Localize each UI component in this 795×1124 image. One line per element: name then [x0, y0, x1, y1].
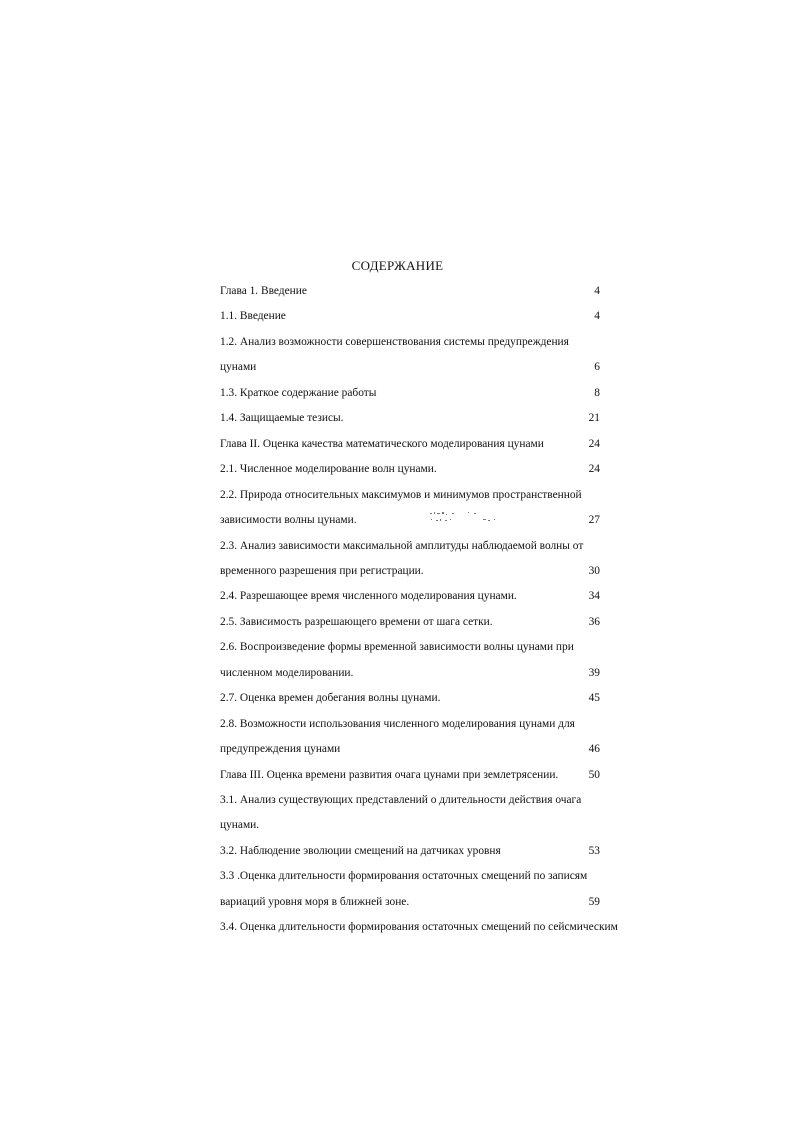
toc-entry-page-number: 46	[588, 743, 600, 755]
toc-entry-text: 1.2. Анализ возможности совершенствования системы предупреждения	[220, 336, 569, 348]
toc-entry-text: цунами	[220, 361, 257, 373]
toc-entry-page-number: 21	[588, 412, 600, 424]
toc-entry	[220, 766, 620, 784]
toc-entry-page-number: 24	[588, 438, 600, 450]
toc-entry	[220, 282, 620, 300]
toc-entry-text: 3.3 .Оценка длительности формирования остаточных смещений по записям	[220, 870, 588, 882]
toc-entry-text: 3.4. Оценка длительности формирования остаточных смещений по сейсмическим	[220, 921, 618, 933]
toc-entry-text: вариаций уровня моря в ближней зоне.	[220, 896, 410, 908]
toc-entry-text: 2.4. Разрешающее время численного моделирования цунами.	[220, 590, 517, 602]
toc-entry-text: 3.2. Наблюдение эволюции смещений на датчиках уровня	[220, 845, 501, 857]
toc-entry-text: временного разрешения при регистрации.	[220, 565, 424, 577]
toc-entry	[220, 307, 620, 325]
toc-entry	[220, 613, 620, 631]
toc-entry-page-number: 24	[588, 463, 600, 475]
toc-entry-page-number: 50	[588, 769, 600, 781]
toc-entry-text: 2.5. Зависимость разрешающего времени от шага сетки.	[220, 616, 493, 628]
toc-entry	[220, 333, 620, 351]
toc-entry	[220, 511, 620, 529]
toc-entry-text: Глава III. Оценка времени развития очага цунами при землетрясении.	[220, 769, 559, 781]
toc-entry	[220, 384, 620, 402]
toc-entry-page-number: 4	[594, 310, 600, 322]
toc-entry-text: 2.1. Численное моделирование волн цунами.	[220, 463, 437, 475]
toc-entry	[220, 689, 620, 707]
toc-entry-text: 2.6. Воспроизведение формы временной зависимости волны цунами при	[220, 641, 574, 653]
toc-entry	[220, 358, 620, 376]
toc-entry-text: 1.4. Защищаемые тезисы.	[220, 412, 344, 424]
toc-entry	[220, 893, 620, 911]
toc-entry-text: 2.8. Возможности использования численного моделирования цунами для	[220, 718, 575, 730]
toc-entry-page-number: 34	[588, 590, 600, 602]
toc-entry-text: численном моделировании.	[220, 667, 354, 679]
toc-entry	[220, 562, 620, 580]
toc-entry-text: цунами.	[220, 819, 260, 831]
toc-entry-text: зависимости волны цунами.	[220, 514, 357, 526]
toc-entry-page-number: 8	[594, 387, 600, 399]
toc-entry	[220, 664, 620, 682]
toc-entry-page-number: 4	[594, 285, 600, 297]
toc-entry	[220, 587, 620, 605]
toc-entry	[220, 816, 620, 834]
toc-entry-page-number: 36	[588, 616, 600, 628]
toc-entry	[220, 409, 620, 427]
toc-entry-text: 3.1. Анализ существующих представлений о длительности действия очага	[220, 794, 582, 806]
toc-entry-page-number: 30	[588, 565, 600, 577]
toc-entry	[220, 435, 620, 453]
toc-entry-page-number: 6	[594, 361, 600, 373]
toc-entry-page-number: 59	[588, 896, 600, 908]
toc-entry	[220, 740, 620, 758]
toc-entry-page-number: 53	[588, 845, 600, 857]
toc-entry-text: 2.7. Оценка времен добегания волны цунами.	[220, 692, 441, 704]
toc-entry	[220, 715, 620, 733]
toc-heading: СОДЕРЖАНИЕ	[351, 258, 444, 273]
toc-entry-page-number: 27	[588, 514, 600, 526]
toc-entry-text: 2.3. Анализ зависимости максимальной амплитуды наблюдаемой волны от	[220, 540, 584, 552]
toc-entry-text: Глава II. Оценка качества математического моделирования цунами	[220, 438, 544, 450]
toc-entry	[220, 791, 620, 809]
toc-entry-page-number: 45	[588, 692, 600, 704]
toc-entry-text: предупреждения цунами	[220, 743, 341, 755]
toc-entry	[220, 867, 620, 885]
toc-entry	[220, 486, 620, 504]
toc-entry-text: Глава 1. Введение	[220, 285, 307, 297]
toc-entry-page-number: 39	[588, 667, 600, 679]
toc-entry	[220, 537, 620, 555]
toc-entry	[220, 842, 620, 860]
toc-entry	[220, 460, 620, 478]
toc-entry	[220, 638, 620, 656]
toc-entry-text: 1.1. Введение	[220, 310, 286, 322]
scan-artifact	[428, 510, 503, 526]
toc-entry-text: 1.3. Краткое содержание работы	[220, 387, 377, 399]
toc-entry-text: 2.2. Природа относительных максимумов и минимумов пространственной	[220, 489, 582, 501]
toc-entry	[220, 918, 620, 936]
